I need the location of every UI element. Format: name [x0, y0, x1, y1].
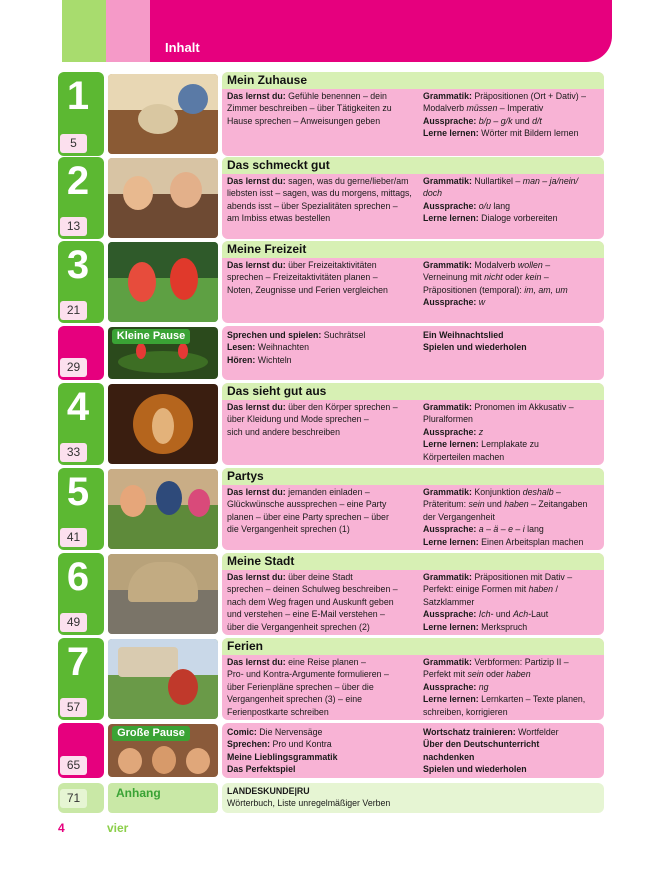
appendix-column: LANDESKUNDE|RU Wörterbuch, Liste unregelmäßiger Verben: [227, 786, 391, 809]
extras-column: Ein Weihnachtslied Spielen und wiederholen: [423, 330, 527, 353]
unit-title: Ferien: [227, 639, 264, 653]
unit-number-block: [58, 72, 104, 156]
pause-label: Große Pause: [112, 726, 190, 741]
unit-7: [0, 638, 650, 720]
grammar-column: Grammatik: Nullartikel – man – ja/nein/ doch Aussprache: o/u lang Lerne lernen: Dialoge vorbereiten: [423, 176, 579, 224]
learn-column: Das lernst du: jemanden einladen – Glückwünsche aussprechen – eine Party planen – über eine Party sprechen – über die Vergangenheit sprechen (1): [227, 487, 389, 535]
footer-page-number: 4: [58, 821, 65, 835]
unit-content: [222, 72, 604, 156]
footer-page-word: vier: [107, 821, 129, 835]
unit-content: [222, 553, 604, 635]
page-number: 13: [60, 217, 87, 236]
unit-content: [222, 638, 604, 720]
unit-number: 3: [66, 243, 90, 287]
unit-6: [0, 553, 650, 635]
grammar-column: Grammatik: Konjunktion deshalb – Präteritum: sein und haben – Zeitangaben der Vergangenheit Aussprache: a – ä – e – i lang Lerne lernen: Einen Arbeitsplan machen: [423, 487, 588, 547]
unit-3: [0, 241, 650, 323]
unit-photo: [108, 639, 218, 719]
extras-column: Wortschatz trainieren: Wortfelder Über den Deutschunterricht nachdenken Spielen und wiederholen: [423, 727, 559, 775]
unit-title: Mein Zuhause: [227, 73, 308, 87]
grammar-column: Grammatik: Pronomen im Akkusativ – Pluralformen Aussprache: z Lerne lernen: Lernplakate zu Körperteilen machen: [423, 402, 574, 462]
unit-number-block: [58, 157, 104, 239]
unit-content: [222, 783, 604, 813]
learn-column: Sprechen und spielen: Suchrätsel Lesen: Weihnachten Hören: Wichteln: [227, 330, 366, 365]
unit-number-block: [58, 723, 104, 778]
unit-number-block: [58, 783, 104, 813]
unit-title: Das schmeckt gut: [227, 158, 330, 172]
unit-5: [0, 468, 650, 550]
unit-photo: [108, 554, 218, 634]
unit-content: [222, 383, 604, 465]
unit-number-block: [58, 241, 104, 323]
grammar-column: Grammatik: Präpositionen (Ort + Dativ) – Modalverb müssen – Imperativ Aussprache: b/p – g/k und d/t Lerne lernen: Wörter mit Bildern lernen: [423, 91, 587, 139]
page-title: Inhalt: [165, 40, 200, 55]
unit-content: [222, 326, 604, 380]
unit-title: Partys: [227, 469, 264, 483]
learn-column: Das lernst du: über deine Stadt sprechen – deinen Schulweg beschreiben – nach dem Weg fragen und Auskunft geben und verstehen – eine E-Mail verstehen – über die Vergangenheit sprechen (2): [227, 572, 398, 632]
unit-content: [222, 723, 604, 778]
unit-number: 4: [66, 385, 90, 429]
grosse-pause: [0, 723, 650, 778]
page-number: 33: [60, 443, 87, 462]
unit-photo: [108, 469, 218, 549]
unit-number: 6: [66, 555, 90, 599]
anhang: [0, 783, 650, 813]
learn-column: Das lernst du: Gefühle benennen – dein Zimmer beschreiben – über Tätigkeiten zu Hause sprechen – Anweisungen geben: [227, 91, 392, 126]
learn-column: Das lernst du: über den Körper sprechen – über Kleidung und Mode sprechen – sich und andere beschreiben: [227, 402, 398, 437]
page-number: 5: [60, 134, 87, 153]
unit-title: Das sieht gut aus: [227, 384, 327, 398]
page-number: 49: [60, 613, 87, 632]
page-number: 65: [60, 756, 87, 775]
page-number: 21: [60, 301, 87, 320]
anhang-tab: [108, 783, 218, 813]
unit-number-block: [58, 468, 104, 550]
page-number: 29: [60, 358, 87, 377]
unit-number: 1: [66, 74, 90, 118]
unit-number: 2: [66, 159, 90, 203]
unit-number: 7: [66, 640, 90, 684]
learn-column: Comic: Die Nervensäge Sprechen: Pro und Kontra Meine Lieblingsgrammatik Das Perfektspiel: [227, 727, 338, 775]
unit-number: 5: [66, 470, 90, 514]
learn-column: Das lernst du: über Freizeitaktivitäten sprechen – Freizeitaktivitäten planen – Noten, Zeugnisse und Ferien vergleichen: [227, 260, 388, 295]
grammar-column: Grammatik: Präpositionen mit Dativ – Perfekt: einige Formen mit haben / Satzklammer Aussprache: Ich- und Ach-Laut Lerne lernen: Merkspruch: [423, 572, 573, 632]
unit-content: [222, 468, 604, 550]
learn-column: Das lernst du: eine Reise planen – Pro- und Kontra-Argumente formulieren – über Ferienpläne sprechen – über die Vergangenheit sprechen (3) – eine Ferienpostkarte schreiben: [227, 657, 389, 717]
pause-label: Kleine Pause: [112, 329, 190, 344]
page-header: [0, 0, 650, 62]
unit-photo: [108, 384, 218, 464]
page-number: 57: [60, 698, 87, 717]
unit-number-block: [58, 383, 104, 465]
anhang-label: Anhang: [116, 786, 161, 800]
unit-photo: [108, 158, 218, 238]
unit-number-block: [58, 638, 104, 720]
grammar-column: Grammatik: Verbformen: Partizip II – Perfekt mit sein oder haben Aussprache: ng Lerne lernen: Lernkarten – Texte planen, schreiben, korrigieren: [423, 657, 586, 717]
unit-4: [0, 383, 650, 465]
unit-title: Meine Stadt: [227, 554, 295, 568]
kleine-pause: [0, 326, 650, 380]
grammar-column: Grammatik: Modalverb wollen – Verneinung mit nicht oder kein – Präpositionen (temporal): im, am, um Aussprache: w: [423, 260, 568, 308]
unit-photo: [108, 242, 218, 322]
page-number: 41: [60, 528, 87, 547]
page-number: 71: [60, 789, 87, 808]
unit-2: [0, 157, 650, 239]
learn-column: Das lernst du: sagen, was du gerne/lieber/am liebsten isst – sagen, was du morgens, mittags, abends isst – über Spezialitäten sprechen – am Imbiss etwas bestellen: [227, 176, 412, 224]
unit-1: [0, 72, 650, 156]
unit-photo: [108, 74, 218, 154]
unit-content: [222, 241, 604, 323]
unit-number-block: [58, 326, 104, 380]
unit-title: Meine Freizeit: [227, 242, 307, 256]
unit-content: [222, 157, 604, 239]
unit-number-block: [58, 553, 104, 635]
